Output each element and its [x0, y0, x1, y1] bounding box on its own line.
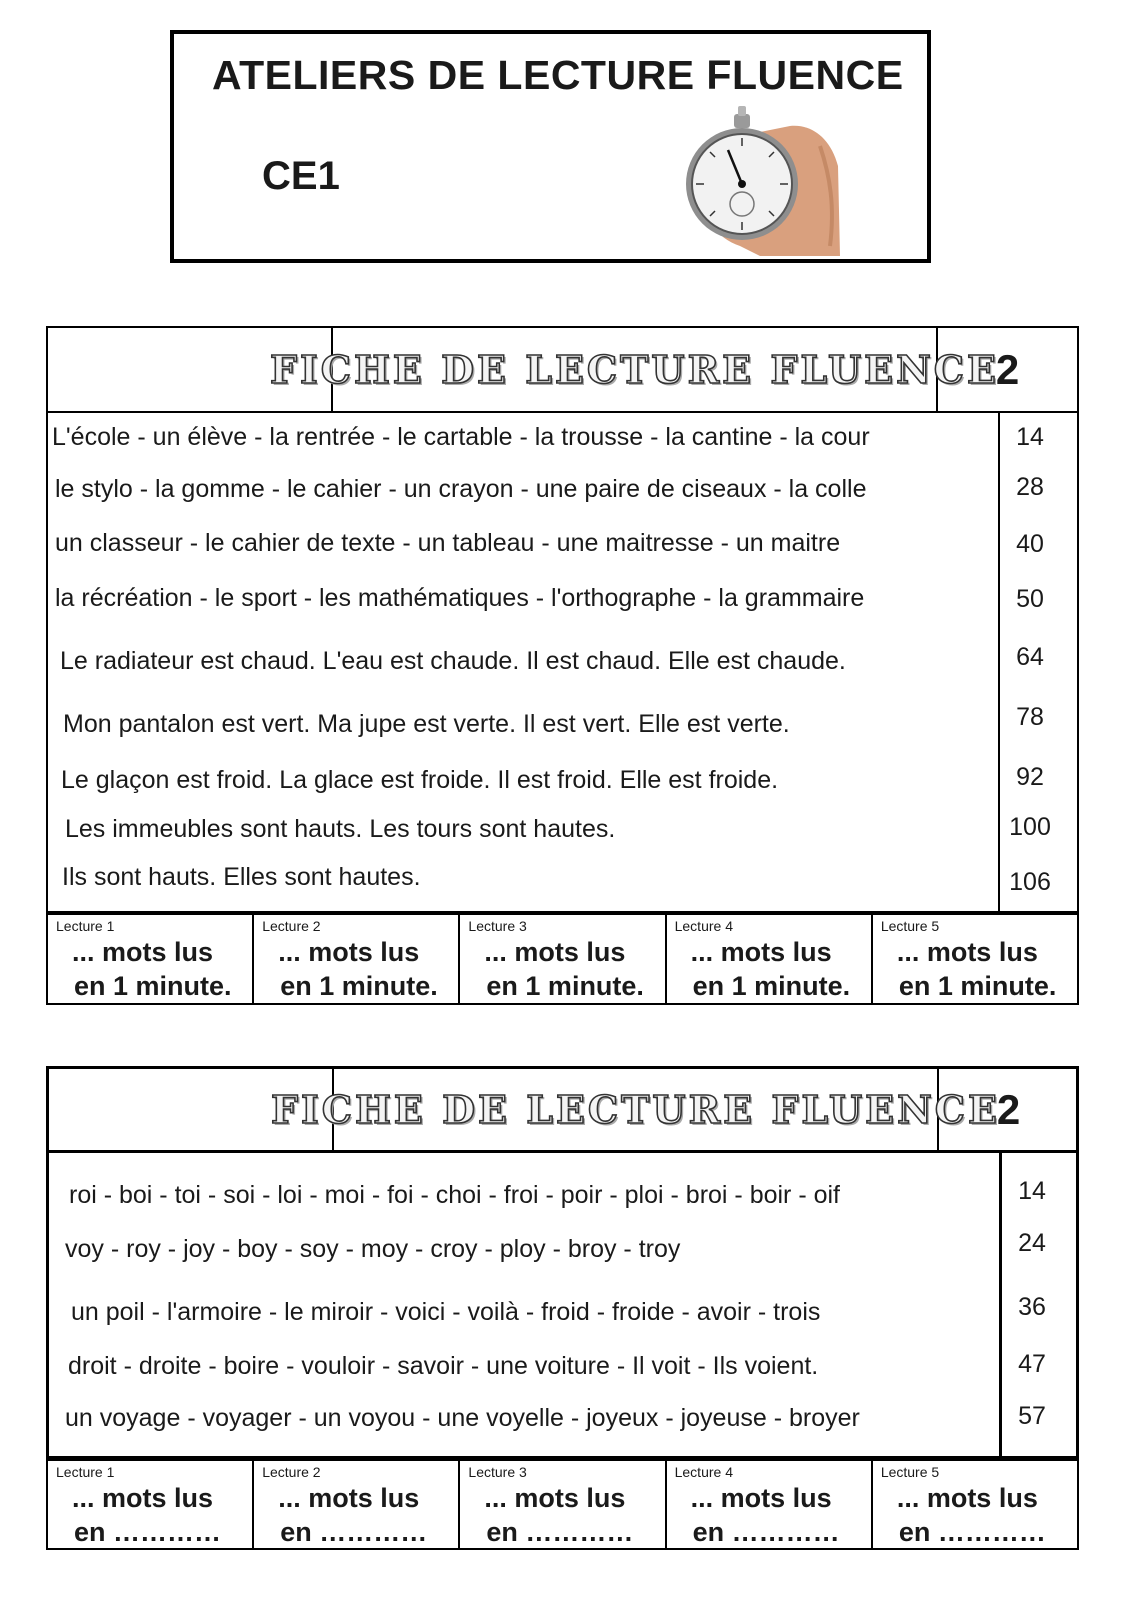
fiche-number: 2 [996, 1085, 1021, 1133]
text-line: Le glaçon est froid. La glace est froide. Il est froid. Elle est froide. [61, 766, 779, 794]
stopwatch-icon [670, 106, 840, 256]
word-list [46, 413, 1079, 913]
reading-label: Lecture 4 [674, 918, 733, 934]
text-line: voy - roy - joy - boy - soy - moy - croy - ploy - broy - troy [65, 1235, 681, 1263]
words-read: ... mots lus [278, 1483, 420, 1513]
reading-cell-2 [254, 915, 460, 1003]
time-blank: en ………… [486, 1517, 634, 1547]
text-line: L'école - un élève - la rentrée - le cartable - la trousse - la cantine - la cour [52, 423, 870, 451]
text-line: Ils sont hauts. Elles sont hautes. [62, 863, 421, 891]
count-column-divider [999, 1153, 1002, 1456]
text-line: le stylo - la gomme - le cahier - un crayon - une paire de ciseaux - la colle [55, 475, 867, 503]
word-list [46, 1153, 1079, 1459]
reading-cell-1 [48, 915, 254, 1003]
text-line: la récréation - le sport - les mathématiques - l'orthographe - la grammaire [55, 584, 865, 612]
reading-cell-5 [873, 1461, 1077, 1548]
fiche-header [46, 326, 1079, 413]
text-line: Les immeubles sont hauts. Les tours sont hautes. [65, 815, 616, 843]
word-count: 47 [1018, 1350, 1046, 1378]
text-line: un classeur - le cahier de texte - un tableau - une maitresse - un maitre [55, 529, 841, 557]
time-blank: en ………… [280, 1517, 428, 1547]
time-blank: en ………… [74, 1517, 222, 1547]
reading-label: Lecture 5 [880, 1464, 940, 1480]
word-count: 40 [1016, 530, 1044, 558]
word-count: 50 [1016, 585, 1044, 613]
reading-label: Lecture 3 [468, 1464, 527, 1480]
reading-cell-3 [460, 915, 666, 1003]
fiche-title: FICHE DE LECTURE FLUENCE [270, 1087, 1001, 1132]
reading-results [46, 1459, 1079, 1550]
fiche-header [46, 1066, 1079, 1153]
word-count: 78 [1016, 703, 1044, 731]
time-limit: en 1 minute. [486, 971, 644, 1001]
words-read: ... mots lus [690, 937, 832, 967]
words-read: ... mots lus [484, 937, 626, 967]
word-count: 24 [1018, 1229, 1046, 1257]
text-line: Le radiateur est chaud. L'eau est chaude. Il est chaud. Elle est chaude. [60, 647, 846, 675]
reading-label: Lecture 3 [468, 918, 527, 934]
word-count: 28 [1016, 473, 1044, 501]
fiche-title-cell [270, 1069, 1001, 1150]
reading-cell-1 [48, 1461, 254, 1548]
words-read: ... mots lus [72, 1483, 214, 1513]
reading-label: Lecture 4 [674, 1464, 733, 1480]
time-limit: en 1 minute. [74, 971, 232, 1001]
text-line: droit - droite - boire - vouloir - savoir - une voiture - Il voit - Ils voient. [68, 1352, 819, 1380]
word-count: 100 [1009, 813, 1051, 841]
time-limit: en 1 minute. [898, 971, 1057, 1001]
fiche-title-cell [269, 328, 1000, 411]
reading-cell-2 [254, 1461, 460, 1548]
reading-cell-3 [460, 1461, 666, 1548]
time-blank: en ………… [692, 1517, 840, 1547]
time-blank: en ………… [898, 1517, 1046, 1547]
reading-cell-4 [667, 915, 873, 1003]
reading-results [46, 913, 1079, 1005]
reading-cell-4 [667, 1461, 873, 1548]
words-read: ... mots lus [278, 937, 420, 967]
fiche-title: FICHE DE LECTURE FLUENCE [269, 347, 1000, 392]
text-line: un voyage - voyager - un voyou - une voyelle - joyeux - joyeuse - broyer [65, 1404, 860, 1432]
words-read: ... mots lus [896, 1483, 1038, 1513]
header-box [170, 30, 931, 263]
word-count: 92 [1016, 763, 1044, 791]
reading-label: Lecture 2 [262, 918, 321, 934]
words-read: ... mots lus [690, 1483, 832, 1513]
fiche-number: 2 [995, 345, 1020, 393]
class-level: CE1 [262, 154, 340, 198]
reading-label: Lecture 1 [56, 918, 115, 934]
word-count: 14 [1016, 423, 1044, 451]
count-column-divider [998, 413, 1000, 911]
reading-label: Lecture 2 [262, 1464, 321, 1480]
text-line: roi - boi - toi - soi - loi - moi - foi - choi - froi - poir - ploi - broi - boir - oif [69, 1181, 840, 1209]
page-title: ATELIERS DE LECTURE FLUENCE [212, 52, 904, 98]
words-read: ... mots lus [72, 937, 214, 967]
reading-label: Lecture 1 [56, 1464, 115, 1480]
reading-cell-5 [873, 915, 1077, 1003]
word-count: 36 [1018, 1293, 1046, 1321]
text-line: un poil - l'armoire - le miroir - voici - voilà - froid - froide - avoir - trois [71, 1298, 821, 1326]
words-read: ... mots lus [896, 937, 1038, 967]
word-count: 106 [1009, 868, 1051, 896]
words-read: ... mots lus [484, 1483, 626, 1513]
word-count: 57 [1018, 1402, 1046, 1430]
time-limit: en 1 minute. [280, 971, 438, 1001]
word-count: 64 [1016, 643, 1044, 671]
time-limit: en 1 minute. [692, 971, 851, 1001]
reading-label: Lecture 5 [880, 918, 940, 934]
text-line: Mon pantalon est vert. Ma jupe est verte. Il est vert. Elle est verte. [63, 710, 790, 738]
word-count: 14 [1018, 1177, 1046, 1205]
